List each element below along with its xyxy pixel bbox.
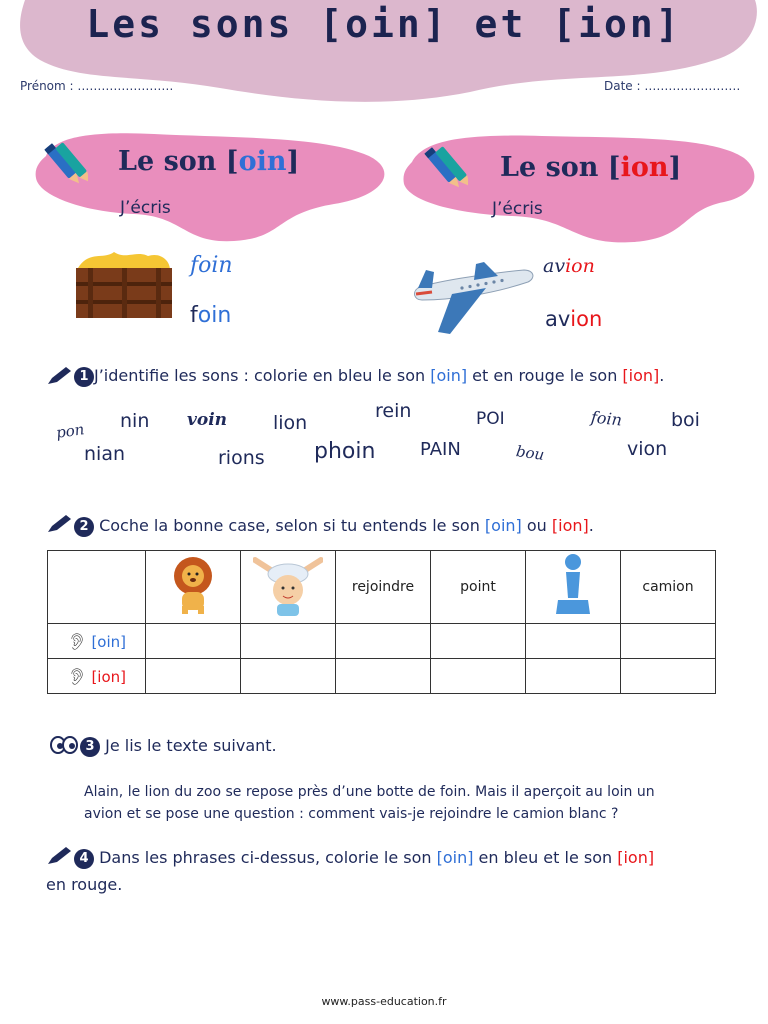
pencil-icon <box>46 846 72 866</box>
exercise-3-instruction: 3 Je lis le texte suivant. <box>80 736 277 757</box>
checkbox-cell[interactable] <box>431 624 526 659</box>
table-header-word: rejoindre <box>336 551 431 624</box>
table-corner-cell <box>48 551 146 624</box>
ion-word-cursive: avion <box>543 255 595 277</box>
shampoo-child-image <box>253 552 323 618</box>
checkbox-cell[interactable] <box>146 624 241 659</box>
ear-icon: 👂︎ <box>66 666 88 686</box>
word-item[interactable]: rions <box>218 447 265 469</box>
table-row <box>48 624 716 659</box>
ear-icon: 👂︎ <box>66 631 88 651</box>
word-item[interactable]: voin <box>187 410 228 430</box>
ion-section-title: Le son [ion] <box>500 152 682 183</box>
word-item[interactable]: rein <box>375 400 412 422</box>
word-item[interactable]: POI <box>476 409 505 429</box>
table-row <box>48 551 716 624</box>
lion-image <box>168 554 218 616</box>
footer-url[interactable]: www.pass-education.fr <box>321 995 447 1008</box>
word-item[interactable]: bou <box>514 442 546 464</box>
exercise-number-badge: 4 <box>74 849 94 869</box>
table-row <box>48 659 716 694</box>
exercise-4-instruction-end: en rouge. <box>46 875 123 894</box>
oin-word-print: foin <box>190 303 232 328</box>
checkbox-cell[interactable] <box>146 659 241 694</box>
exercise-number-badge: 1 <box>74 367 94 387</box>
date-field[interactable]: Date : …………………… <box>604 79 741 93</box>
table-header-cell <box>146 551 241 624</box>
eyes-icon <box>50 735 78 755</box>
hay-crate-image <box>74 248 174 320</box>
oin-jecris-label: J’écris <box>120 198 171 218</box>
checkbox-cell[interactable] <box>431 659 526 694</box>
table-header-cell <box>526 551 621 624</box>
row-label-oin: 👂︎ [oin] <box>48 624 146 659</box>
exercise-2-instruction: 2 Coche la bonne case, selon si tu entends le son [oin] ou [ion]. <box>74 516 594 537</box>
exercise-number-badge: 2 <box>74 517 94 537</box>
checkbox-cell[interactable] <box>336 659 431 694</box>
crayon-icon <box>422 142 468 196</box>
ion-word-print: avion <box>545 307 603 331</box>
checkbox-cell[interactable] <box>621 659 716 694</box>
chess-pawn-image <box>552 552 594 618</box>
reading-text-line-2: avion et se pose une question : comment vais-je rejoindre le camion blanc ? <box>84 806 619 822</box>
word-item[interactable]: vion <box>627 438 668 460</box>
word-item[interactable]: PAIN <box>420 439 461 460</box>
pencil-icon <box>46 366 72 386</box>
word-item[interactable]: nian <box>84 443 126 465</box>
word-item[interactable]: foin <box>590 407 623 430</box>
table-header-word: camion <box>621 551 716 624</box>
row-label-ion: 👂︎ [ion] <box>48 659 146 694</box>
exercise-number-badge: 3 <box>80 737 100 757</box>
pencil-icon <box>46 514 72 534</box>
oin-word-cursive: foin <box>190 253 233 278</box>
sound-check-table <box>47 550 716 694</box>
table-header-word: point <box>431 551 526 624</box>
exercise-1-instruction: 1 J’identifie les sons : colorie en bleu le son [oin] et en rouge le son [ion]. <box>74 366 664 387</box>
exercise-4-instruction: 4 Dans les phrases ci-dessus, colorie le son [oin] en bleu et le son [ion] <box>74 848 654 869</box>
checkbox-cell[interactable] <box>526 659 621 694</box>
checkbox-cell[interactable] <box>621 624 716 659</box>
ion-jecris-label: J’écris <box>492 199 543 219</box>
checkbox-cell[interactable] <box>241 659 336 694</box>
word-item[interactable]: lion <box>273 412 308 434</box>
prenom-field[interactable]: Prénom : …………………… <box>20 79 174 93</box>
reading-text-line-1: Alain, le lion du zoo se repose près d’une botte de foin. Mais il aperçoit au loin un <box>84 784 655 800</box>
word-item[interactable]: boi <box>671 409 700 431</box>
checkbox-cell[interactable] <box>336 624 431 659</box>
word-item[interactable]: phoin <box>314 439 376 464</box>
oin-section-title: Le son [oin] <box>118 146 300 177</box>
word-item[interactable]: pon <box>54 420 86 442</box>
checkbox-cell[interactable] <box>526 624 621 659</box>
table-header-cell <box>241 551 336 624</box>
page-title: Les sons [oin] et [ion] <box>86 2 682 46</box>
word-item[interactable]: nin <box>120 410 150 432</box>
checkbox-cell[interactable] <box>241 624 336 659</box>
airplane-image <box>412 258 536 336</box>
crayon-icon <box>42 138 88 192</box>
